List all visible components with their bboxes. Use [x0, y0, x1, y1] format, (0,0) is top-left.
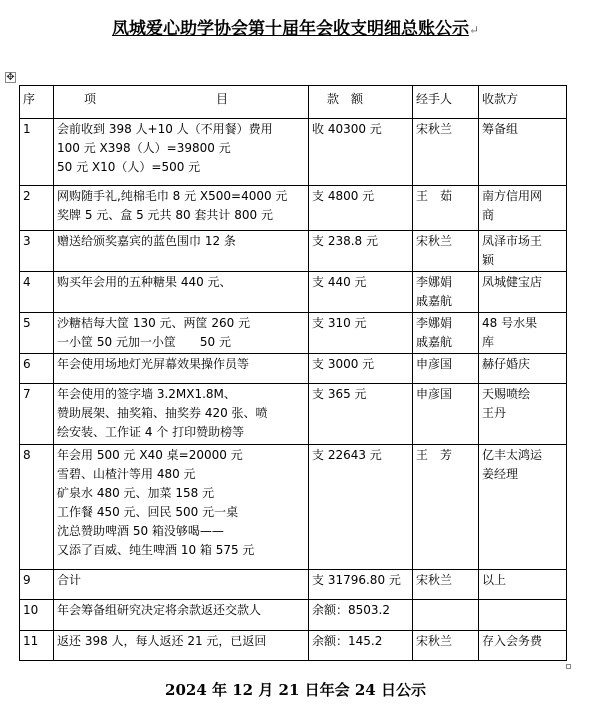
table-row	[20, 119, 567, 186]
footer-date: 2024 年 12 月 21 日年会 24 日公示	[165, 681, 426, 699]
item-line: 绘安装、工作证 4 个 打印赞助榜等	[57, 425, 245, 439]
payee-cell	[479, 384, 567, 445]
row-number-cell	[20, 231, 54, 272]
item-line: 沙糖桔每大筐 130 元、两筐 260 元	[57, 316, 251, 330]
item-line: 一小筐 50 元加一小筐 50 元	[57, 335, 231, 349]
item-line: 又添了百威、纯生啤酒 10 箱 575 元	[57, 543, 255, 557]
header-cell-payee: 收款方	[479, 86, 567, 119]
table-resize-handle-icon[interactable]	[566, 664, 571, 669]
amount-text: 支 310 元	[312, 316, 367, 330]
payee-line: 48 号水果	[482, 316, 538, 330]
item-cell	[54, 570, 309, 600]
payee-cell	[479, 119, 567, 186]
handler-line: 李娜娟	[416, 316, 453, 330]
payee-cell	[479, 186, 567, 231]
table-row	[20, 272, 567, 313]
handler-cell	[413, 119, 479, 186]
handler-line: 宋秋兰	[416, 122, 453, 136]
payee-line: 赫仔婚庆	[482, 357, 531, 371]
row-number-cell	[20, 354, 54, 384]
payee-line: 商	[482, 208, 495, 222]
payee-line: 颖	[482, 253, 495, 267]
amount-cell	[309, 384, 413, 445]
item-line: 赞助展架、抽奖箱、抽奖券 420 张、喷	[57, 406, 268, 420]
row-number: 1	[23, 122, 31, 136]
header-cell-no: 序	[20, 86, 54, 119]
payee-line: 凤泽市场王	[482, 234, 543, 248]
table-row	[20, 570, 567, 600]
item-cell	[54, 313, 309, 354]
row-number: 2	[23, 189, 31, 203]
handler-cell	[413, 354, 479, 384]
item-line: 返还 398 人，每人返还 21 元，已返回	[57, 634, 267, 648]
item-line: 年会使用场地灯光屏幕效果操作员等	[57, 357, 250, 371]
amount-text: 支 22643 元	[312, 448, 382, 462]
document-title	[0, 14, 591, 39]
handler-cell	[413, 231, 479, 272]
handler-line: 王 芳	[416, 448, 453, 462]
item-cell	[54, 186, 309, 231]
row-number: 11	[23, 634, 39, 648]
item-cell	[54, 631, 309, 661]
payee-line: 王丹	[482, 406, 507, 420]
ledger-body	[20, 119, 567, 661]
payee-line: 姜经理	[482, 467, 519, 481]
payee-line: 凤城健宝店	[482, 275, 543, 289]
payee-line: 筹备组	[482, 122, 519, 136]
payee-line: 亿丰太鸿运	[482, 448, 543, 462]
row-number-cell	[20, 631, 54, 661]
row-number: 6	[23, 357, 31, 371]
handler-line: 王 茹	[416, 189, 453, 203]
item-line: 年会使用的签字墙 3.2MX1.8M、	[57, 387, 236, 401]
amount-text: 支 238.8 元	[312, 234, 378, 248]
amount-text: 收 40300 元	[312, 122, 382, 136]
item-line: 工作餐 450 元、回民 500 元一桌	[57, 505, 239, 519]
amount-cell	[309, 186, 413, 231]
item-cell	[54, 119, 309, 186]
document-title-text: 凤城爱心助学协会第十届年会收支明细总账公示	[111, 19, 469, 39]
item-cell	[54, 231, 309, 272]
item-line: 会前收到 398 人+10 人（不用餐）费用	[57, 122, 273, 136]
amount-cell	[309, 631, 413, 661]
handler-cell	[413, 186, 479, 231]
row-number: 5	[23, 316, 31, 330]
header-cell-amount: 款 额	[309, 86, 413, 119]
payee-line: 存入会务费	[482, 634, 543, 648]
table-header-row	[20, 86, 567, 119]
row-number: 4	[23, 275, 31, 289]
item-cell	[54, 600, 309, 631]
payee-cell	[479, 231, 567, 272]
payee-line: 库	[482, 335, 495, 349]
amount-text: 支 4800 元	[312, 189, 375, 203]
item-cell	[54, 384, 309, 445]
handler-line: 申彦国	[416, 357, 453, 371]
row-number-cell	[20, 272, 54, 313]
table-row	[20, 231, 567, 272]
item-line: 网购随手礼,纯棉毛巾 8 元 X500=4000 元	[57, 189, 288, 203]
payee-cell	[479, 354, 567, 384]
handler-line: 戚嘉航	[416, 294, 453, 308]
table-row	[20, 631, 567, 661]
amount-text: 余额：8503.2	[312, 603, 390, 617]
item-line: 100 元 X398（人）=39800 元	[57, 141, 231, 155]
table-row	[20, 445, 567, 570]
row-number-cell	[20, 600, 54, 631]
row-number-cell	[20, 119, 54, 186]
payee-cell	[479, 272, 567, 313]
handler-cell	[413, 600, 479, 631]
handler-cell	[413, 384, 479, 445]
handler-line: 宋秋兰	[416, 234, 453, 248]
item-line: 赠送给颁奖嘉宾的蓝色围巾 12 条	[57, 234, 236, 248]
amount-cell	[309, 570, 413, 600]
handler-line: 宋秋兰	[416, 634, 453, 648]
item-line: 矿泉水 480 元、加菜 158 元	[57, 486, 215, 500]
payee-cell	[479, 631, 567, 661]
table-row	[20, 186, 567, 231]
item-line: 年会用 500 元 X40 桌=20000 元	[57, 448, 243, 462]
item-cell	[54, 354, 309, 384]
item-line: 沈总赞助啤酒 50 箱没够喝——	[57, 524, 224, 538]
payee-line: 天赐喷绘	[482, 387, 531, 401]
payee-cell	[479, 600, 567, 631]
item-line: 50 元 X10（人）=500 元	[57, 160, 201, 174]
item-line: 合计	[57, 573, 82, 587]
handler-line: 申彦国	[416, 387, 453, 401]
item-line: 购买年会用的五种糖果 440 元、	[57, 275, 232, 289]
payee-line: 南方信用网	[482, 189, 543, 203]
row-number: 3	[23, 234, 31, 248]
header-cell-item: 项 目	[54, 86, 309, 119]
row-number: 9	[23, 573, 31, 587]
amount-cell	[309, 272, 413, 313]
amount-cell	[309, 231, 413, 272]
handler-line: 宋秋兰	[416, 573, 453, 587]
row-number: 10	[23, 603, 39, 617]
row-number-cell	[20, 384, 54, 445]
handler-cell	[413, 272, 479, 313]
paragraph-mark-icon: ↵	[468, 23, 480, 37]
item-line: 年会筹备组研究决定将余款返还交款人	[57, 603, 262, 617]
table-row	[20, 354, 567, 384]
item-line: 雪碧、山楂汁等用 480 元	[57, 467, 196, 481]
ledger-table	[19, 85, 567, 661]
payee-cell	[479, 313, 567, 354]
row-number: 7	[23, 387, 31, 401]
payee-cell	[479, 445, 567, 570]
table-row	[20, 384, 567, 445]
amount-text: 支 31796.80 元	[312, 573, 401, 587]
amount-text: 余额：145.2	[312, 634, 383, 648]
amount-text: 支 440 元	[312, 275, 367, 289]
handler-cell	[413, 570, 479, 600]
amount-text: 支 3000 元	[312, 357, 375, 371]
table-move-handle-icon[interactable]: ✥	[6, 72, 15, 83]
table-row	[20, 600, 567, 631]
table-row	[20, 313, 567, 354]
amount-cell	[309, 119, 413, 186]
row-number-cell	[20, 445, 54, 570]
payee-cell	[479, 570, 567, 600]
handler-cell	[413, 445, 479, 570]
handler-line: 戚嘉航	[416, 335, 453, 349]
handler-line: 李娜娟	[416, 275, 453, 289]
amount-cell	[309, 313, 413, 354]
row-number-cell	[20, 570, 54, 600]
row-number-cell	[20, 313, 54, 354]
handler-cell	[413, 631, 479, 661]
amount-text: 支 365 元	[312, 387, 367, 401]
item-line: 奖牌 5 元、盒 5 元共 80 套共计 800 元	[57, 208, 273, 222]
row-number: 8	[23, 448, 31, 462]
amount-cell	[309, 445, 413, 570]
handler-cell	[413, 313, 479, 354]
item-cell	[54, 272, 309, 313]
amount-cell	[309, 600, 413, 631]
header-cell-handler: 经手人	[413, 86, 479, 119]
item-cell	[54, 445, 309, 570]
payee-line: 以上	[482, 573, 507, 587]
amount-cell	[309, 354, 413, 384]
row-number-cell	[20, 186, 54, 231]
